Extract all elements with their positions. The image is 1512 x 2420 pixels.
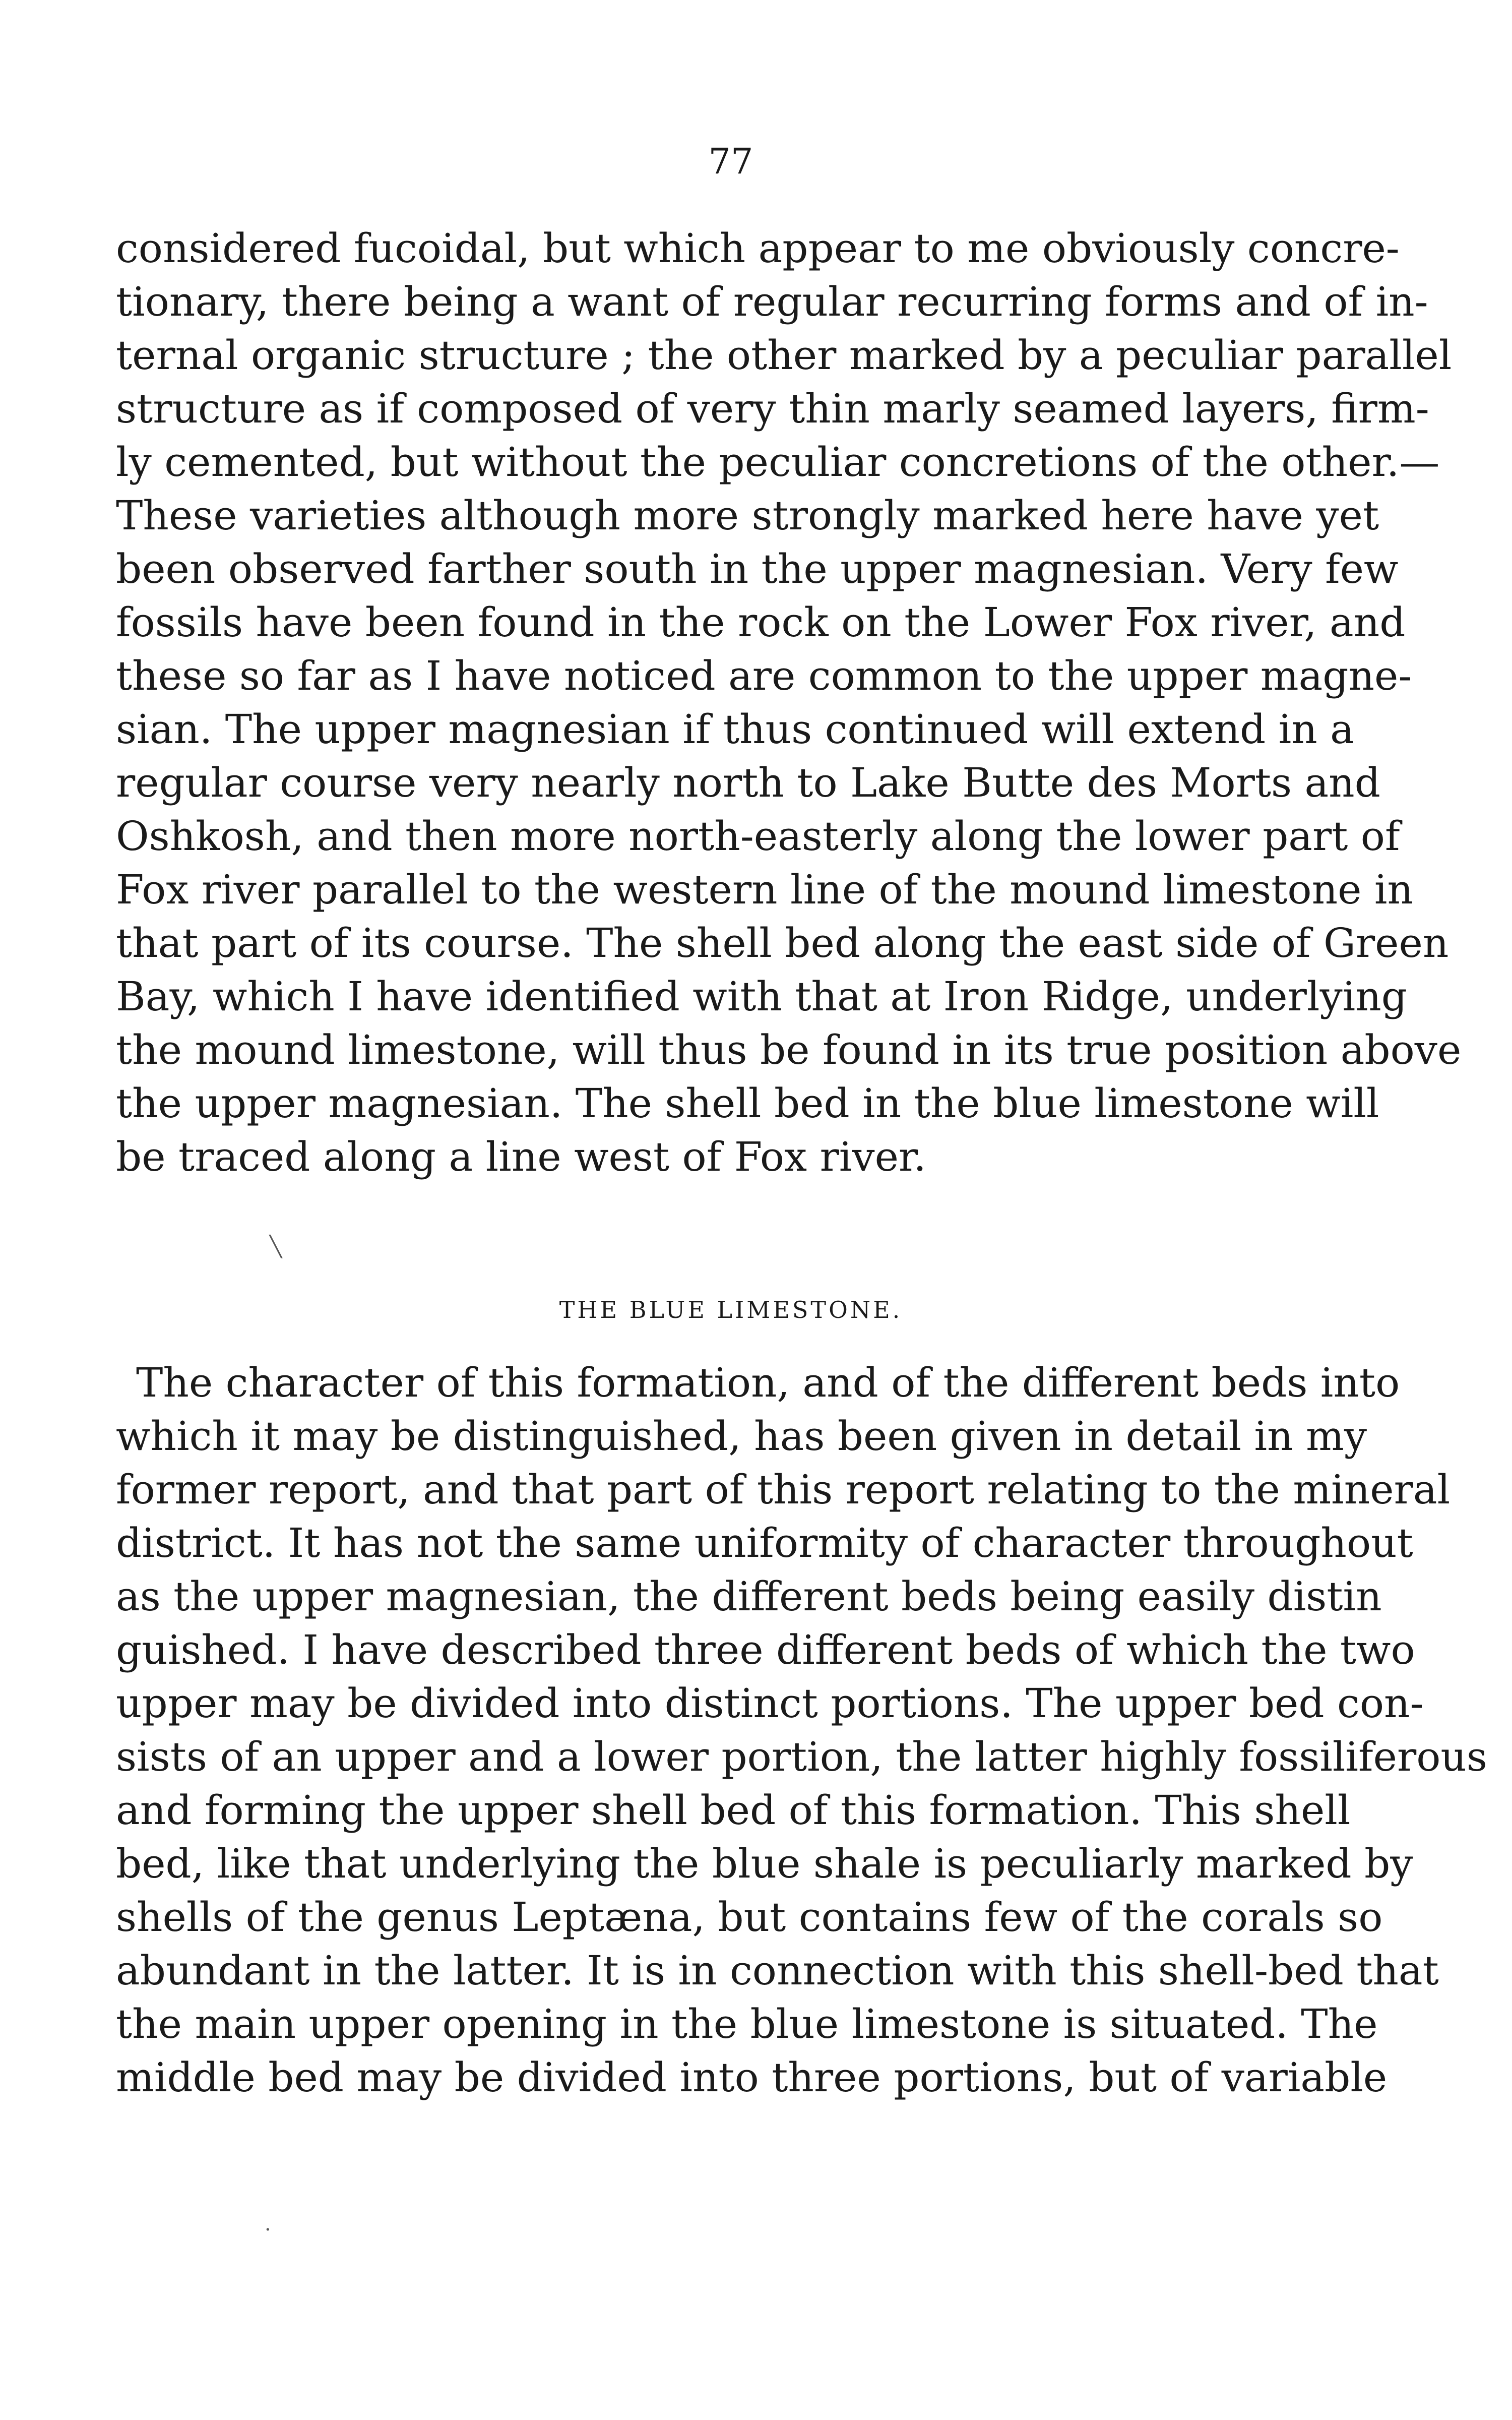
text-line: fossils have been found in the rock on the Lower Fox river, and [116,599,1406,646]
text-line: ly cemented, but without the peculiar concretions of the other.— [116,439,1440,486]
text-line: the main upper opening in the blue limestone is situated. The [116,2001,1378,2047]
text-line: former report, and that part of this report relating to the mineral [116,1466,1451,1513]
text-line: and forming the upper shell bed of this formation. This shell [116,1787,1351,1834]
text-line: regular course very nearly north to Lake Butte des Morts and [116,759,1380,806]
text-line: middle bed may be divided into three portions, but of variable [116,2054,1388,2101]
text-line: bed, like that underlying the blue shale is peculiarly marked by [116,1840,1413,1887]
text-line: be traced along a line west of Fox river. [116,1133,926,1180]
text-line: sists of an upper and a lower portion, the latter highly fossiliferous [116,1733,1487,1780]
text-line: district. It has not the same uniformity of character throughout [116,1520,1413,1566]
text-line: these so far as I have noticed are common to the upper magne- [116,652,1412,699]
text-line: been observed farther south in the upper magnesian. Very few [116,546,1399,592]
stray-print-mark: ╲ [270,1235,282,1258]
text-line: The character of this formation, and of the different beds into [136,1359,1400,1406]
paragraph-fox-river [116,222,1462,1184]
paragraph-blue-limestone [116,1356,1487,2104]
text-line: structure as if composed of very thin marly seamed layers, firm- [116,385,1429,432]
text-line: Bay, which I have identified with that at Iron Ridge, underlying [116,973,1407,1020]
page-number: 77 [708,141,753,182]
section-heading: THE BLUE LIMESTONE. [559,1296,903,1323]
text-line: ternal organic structure ; the other marked by a peculiar parallel [116,332,1452,379]
text-line: as the upper magnesian, the different beds being easily distin [116,1573,1382,1620]
text-line: guished. I have described three different beds of which the two [116,1626,1415,1673]
text-line: considered fucoidal, but which appear to me obviously concre- [116,225,1400,272]
stray-print-mark: · [265,2218,271,2242]
text-line: sian. The upper magnesian if thus continued will extend in a [116,706,1354,753]
text-line: Fox river parallel to the western line of the mound limestone in [116,866,1413,913]
text-line: the upper magnesian. The shell bed in the blue limestone will [116,1080,1379,1127]
text-line: which it may be distinguished, has been given in detail in my [116,1413,1367,1460]
text-line: the mound limestone, will thus be found in its true position above [116,1026,1462,1073]
text-line: upper may be divided into distinct portions. The upper bed con- [116,1680,1424,1727]
text-line: that part of its course. The shell bed along the east side of Green [116,920,1449,966]
text-line: Oshkosh, and then more north-easterly along the lower part of [116,813,1400,860]
text-line: These varieties although more strongly marked here have yet [116,492,1379,539]
text-line: shells of the genus Leptæna, but contains few of the corals so [116,1894,1383,1941]
text-line: tionary, there being a want of regular recurring forms and of in- [116,278,1428,325]
text-line: abundant in the latter. It is in connection with this shell-bed that [116,1947,1439,1994]
